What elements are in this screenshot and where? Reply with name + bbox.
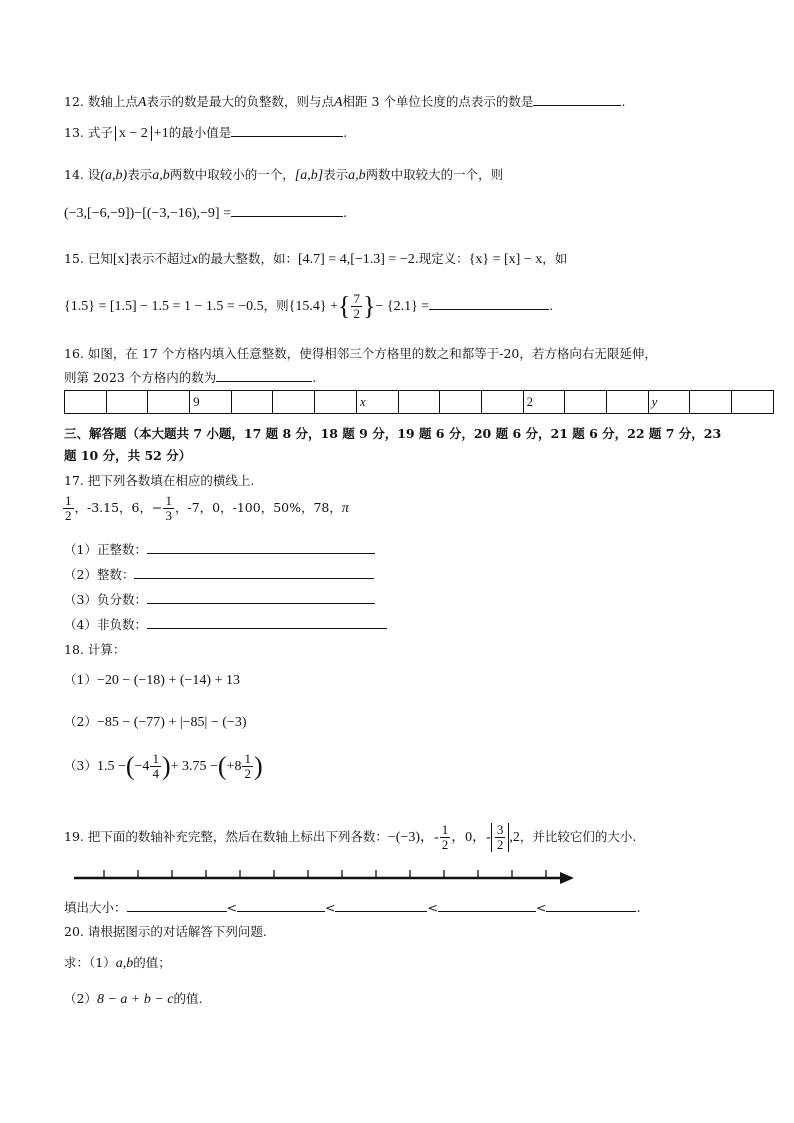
number-line[interactable] [70, 866, 580, 890]
answer-blank[interactable] [147, 592, 375, 604]
answer-blank[interactable] [134, 567, 374, 579]
answer-blank[interactable] [147, 542, 375, 554]
question-20: 20. 请根据图示的对话解答下列问题. [64, 924, 267, 939]
grid-cell[interactable]: x [356, 391, 398, 414]
question-14-line1: 14. 设(a,b)表示a,b两数中取较小的一个，[a,b]表示a,b两数中取较大的一个，则 [64, 167, 504, 183]
question-19: 19. 把下面的数轴补充完整，然后在数轴上标出下列各数：−(−3)，- $\frac{1}{2}$ ，0，- $\frac{3}{2}$ ,2，并比较它们的大小. [64, 822, 637, 852]
answer-blank[interactable] [127, 900, 227, 912]
grid-cell[interactable] [606, 391, 648, 414]
grid-cell[interactable] [732, 391, 774, 414]
answer-blank[interactable] [335, 900, 427, 912]
grid-cell[interactable] [273, 391, 315, 414]
arrow-head-icon [560, 872, 574, 884]
section-heading: 三、解答题（本大题共 7 小题，17 题 8 分，18 题 9 分，19 题 6 分，20 题 6 分，21 题 6 分，22 题 7 分，23 [64, 426, 722, 441]
question-15-line1: 15. 已知[x]表示不超过x的最大整数，如：[4.7] = 4,[−1.3] = −2.现定义：{x} = [x] − x，如 [64, 251, 568, 267]
grid-cell[interactable]: y [648, 391, 690, 414]
q17-item-1: （1）正整数： [64, 540, 375, 558]
section-heading-cont: 题 10 分，共 52 分） [64, 448, 192, 463]
q18-part-2: （2）−85 − (−77) + |−85| − (−3) [64, 714, 247, 730]
fraction: $\frac{1}{4}$ [152, 751, 159, 781]
grid-cell[interactable] [148, 391, 190, 414]
q18-part-1: （1）−20 − (−18) + (−14) + 13 [64, 672, 240, 688]
grid-cell[interactable] [315, 391, 357, 414]
number-grid [64, 390, 774, 414]
fraction: $\frac{1}{2}$ [244, 751, 251, 781]
grid-cell[interactable] [690, 391, 732, 414]
q20-part-1: 求：（1）a,b的值； [64, 955, 171, 971]
grid-cell[interactable] [398, 391, 440, 414]
answer-blank[interactable] [546, 900, 636, 912]
answer-blank[interactable] [533, 94, 621, 106]
q17-item-4: （4）非负数： [64, 615, 387, 633]
grid-cell[interactable] [440, 391, 482, 414]
abs-expression: x − 2 [115, 126, 152, 141]
answer-blank[interactable] [147, 617, 387, 629]
q20-part-2: （2）8 − a + b − c的值. [64, 991, 203, 1007]
grid-cell[interactable] [565, 391, 607, 414]
answer-blank[interactable] [429, 298, 549, 310]
q18-part-3: （3）1.5 −(−4 $\frac{1}{4}$ )+ 3.75 −(+8 $\frac{1}{2}$ ) [64, 751, 263, 781]
abs-fraction: $\frac{3}{2}$ [491, 823, 510, 852]
grid-cell[interactable]: 2 [523, 391, 565, 414]
q17-item-2: （2）整数： [64, 565, 374, 583]
fraction: $\frac{1}{3}$ [165, 493, 172, 523]
fraction: $\frac{7}{2}$ [353, 291, 360, 321]
fraction: $\frac{1}{2}$ [65, 493, 72, 523]
fill-order-line: 填出大小： < < < < . [64, 900, 641, 915]
question-15-line2: {1.5} = [1.5] − 1.5 = 1 − 1.5 = −0.5，则{15.4} +{ $\frac{7}{2}$ }− {2.1} = . [64, 291, 554, 321]
question-14-line2: (−3,[−6,−9])−[(−3,−16),−9] = . [64, 205, 347, 221]
question-18: 18. 计算： [64, 642, 126, 657]
answer-blank[interactable] [216, 370, 312, 382]
grid-cell[interactable] [65, 391, 107, 414]
answer-blank[interactable] [231, 125, 343, 137]
grid-cell[interactable] [481, 391, 523, 414]
answer-blank[interactable] [438, 900, 536, 912]
grid-cell[interactable] [106, 391, 148, 414]
question-16-line1: 16. 如图，在 17 个方格内填入任意整数，使得相邻三个方格里的数之和都等于-20，若方格向右无限延伸， [64, 346, 657, 361]
question-12: 12. 数轴上点A表示的数是最大的负整数，则与点A相距 3 个单位长度的点表示的数是 . [64, 94, 626, 110]
q17-item-3: （3）负分数： [64, 590, 375, 608]
number-list: $\frac{1}{2}$ ，-3.15，6，− $\frac{1}{3}$ ，-7，0，-100，50%，78，π [65, 493, 349, 523]
question-13: 13. 式子 x − 2 +1的最小值是 . [64, 125, 348, 141]
fraction: $\frac{1}{2}$ [441, 822, 449, 852]
question-17: 17. 把下列各数填在相应的横线上. [64, 473, 255, 488]
grid-cell[interactable] [231, 391, 273, 414]
grid-cell[interactable]: 9 [190, 391, 232, 414]
question-16-line2: 则第 2023 个方格内的数为 . [64, 370, 317, 385]
answer-blank[interactable] [231, 205, 343, 217]
answer-blank[interactable] [237, 900, 325, 912]
